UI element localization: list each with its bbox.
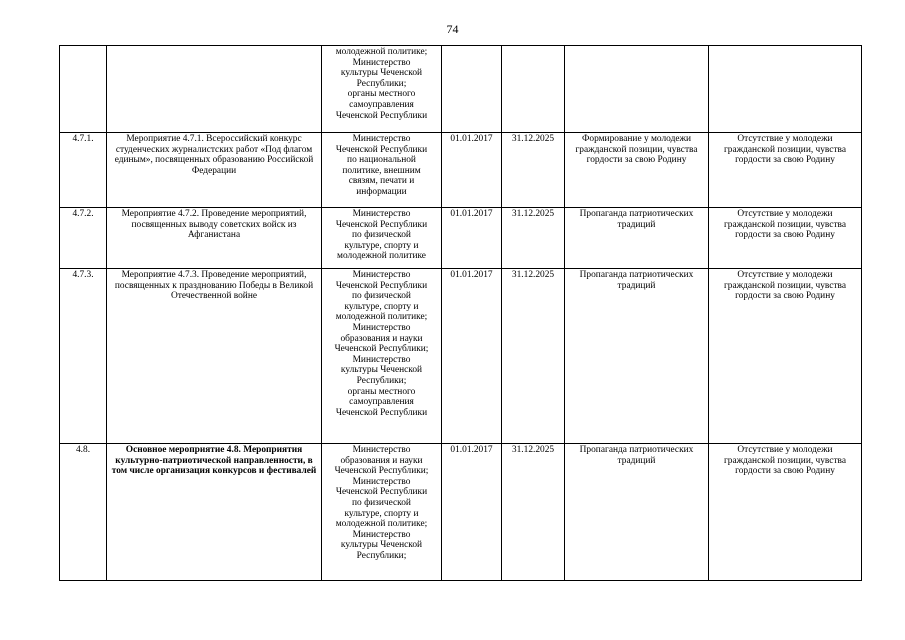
program-activities-table xyxy=(59,45,862,581)
table-row xyxy=(60,208,862,269)
end-date-cell: 31.12.2025 xyxy=(502,269,565,444)
start-date-cell: 01.01.2017 xyxy=(442,269,502,444)
table-row xyxy=(60,269,862,444)
non-implementation-consequences-cell: Отсутствие у молодежи гражданской позиции, чувства гордости за свою Родину xyxy=(709,208,862,269)
end-date-cell: 31.12.2025 xyxy=(502,444,565,581)
expected-result-cell xyxy=(565,46,709,133)
non-implementation-consequences-cell: Отсутствие у молодежи гражданской позиции, чувства гордости за свою Родину xyxy=(709,133,862,208)
row-number-cell: 4.7.2. xyxy=(60,208,107,269)
row-number-cell: 4.7.3. xyxy=(60,269,107,444)
non-implementation-consequences-cell: Отсутствие у молодежи гражданской позиции, чувства гордости за свою Родину xyxy=(709,269,862,444)
table-row xyxy=(60,444,862,581)
activity-name-cell: Мероприятие 4.7.2. Проведение мероприятий, посвященных выводу советских войск из Афганистана xyxy=(107,208,322,269)
start-date-cell xyxy=(442,46,502,133)
start-date-cell: 01.01.2017 xyxy=(442,133,502,208)
expected-result-cell: Формирование у молодежи гражданской позиции, чувства гордости за свою Родину xyxy=(565,133,709,208)
table-row xyxy=(60,46,862,133)
responsible-executor-cell: Министерство образования и науки Чеченской Республики; Министерство Чеченской Республики по физической культуре, спорту и молодежной политике; Министерство культуры Чеченской Республики; xyxy=(322,444,442,581)
row-number-cell: 4.8. xyxy=(60,444,107,581)
expected-result-cell: Пропаганда патриотических традиций xyxy=(565,208,709,269)
end-date-cell xyxy=(502,46,565,133)
start-date-cell: 01.01.2017 xyxy=(442,444,502,581)
activity-name-cell: Мероприятие 4.7.3. Проведение мероприятий, посвященных к празднованию Победы в Великой Отечественной войне xyxy=(107,269,322,444)
page-number: 74 xyxy=(446,22,459,36)
end-date-cell: 31.12.2025 xyxy=(502,208,565,269)
non-implementation-consequences-cell: Отсутствие у молодежи гражданской позиции, чувства гордости за свою Родину xyxy=(709,444,862,581)
responsible-executor-cell: молодежной политике; Министерство культуры Чеченской Республики; органы местного самоуправления Чеченской Республики xyxy=(322,46,442,133)
row-number-cell: 4.7.1. xyxy=(60,133,107,208)
non-implementation-consequences-cell xyxy=(709,46,862,133)
expected-result-cell: Пропаганда патриотических традиций xyxy=(565,269,709,444)
row-number-cell xyxy=(60,46,107,133)
activity-name-cell: Мероприятие 4.7.1. Всероссийский конкурс студенческих журналистских работ «Под флагом единым», посвященных образованию Российской Федерации xyxy=(107,133,322,208)
activity-name-cell xyxy=(107,46,322,133)
responsible-executor-cell: Министерство Чеченской Республики по национальной политике, внешним связям, печати и информации xyxy=(322,133,442,208)
table-row xyxy=(60,133,862,208)
end-date-cell: 31.12.2025 xyxy=(502,133,565,208)
responsible-executor-cell: Министерство Чеченской Республики по физической культуре, спорту и молодежной политике; Министерство образования и науки Чеченской Республики; Министерство культуры Чеченской Республики; органы местного самоуправления Чеченской Республики xyxy=(322,269,442,444)
activity-name-cell: Основное мероприятие 4.8. Мероприятия культурно-патриотической направленности, в том числе организация конкурсов и фестивалей xyxy=(107,444,322,581)
expected-result-cell: Пропаганда патриотических традиций xyxy=(565,444,709,581)
responsible-executor-cell: Министерство Чеченской Республики по физической культуре, спорту и молодежной политике xyxy=(322,208,442,269)
start-date-cell: 01.01.2017 xyxy=(442,208,502,269)
